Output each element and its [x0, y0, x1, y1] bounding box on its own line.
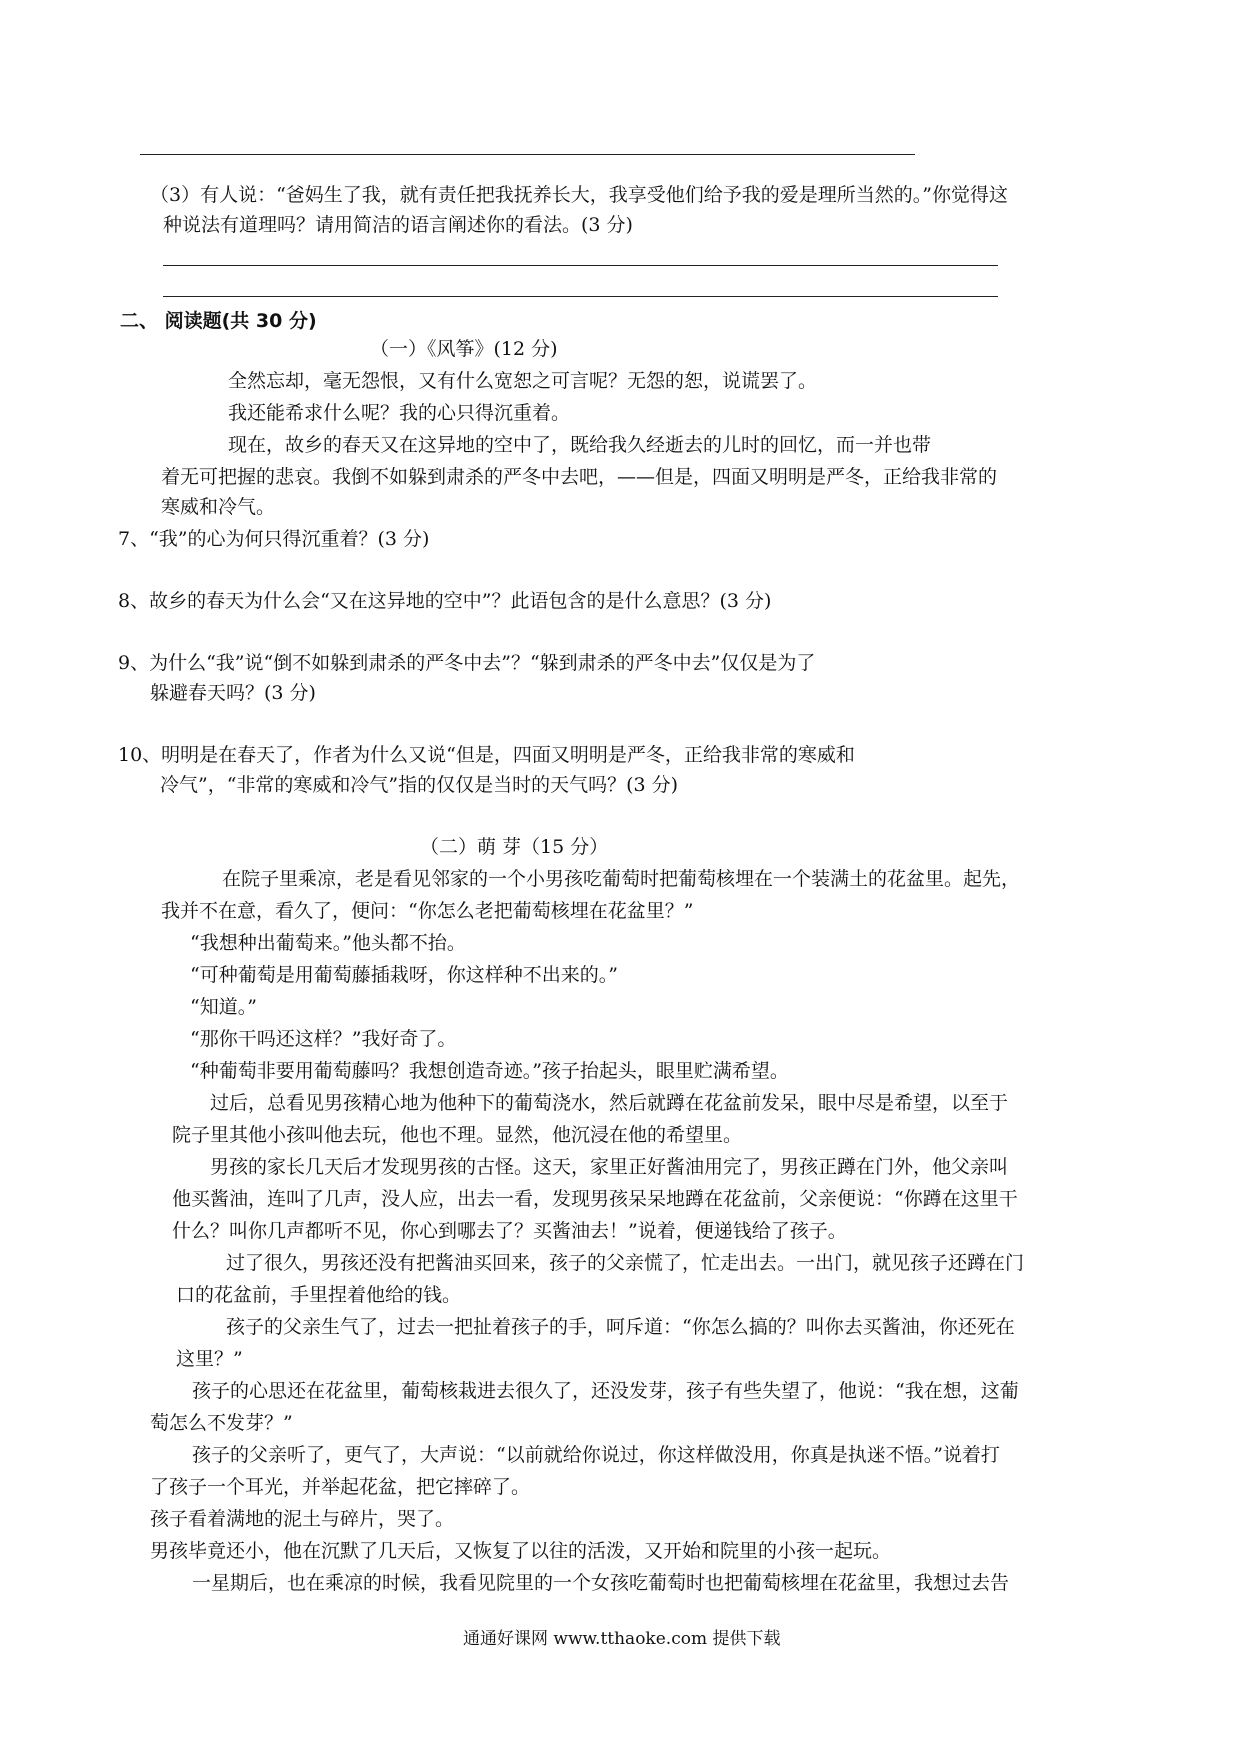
question-9-line-1: 9、为什么“我”说“倒不如躲到肃杀的严冬中去”？“躲到肃杀的严冬中去”仅仅是为了 — [118, 652, 816, 674]
passage-line: “我想种出葡萄来。”他头都不抬。 — [190, 932, 466, 954]
passage-line: 孩子的父亲听了，更气了，大声说：“以前就给你说过，你这样做没用，你真是执迷不悟。”说着打 — [192, 1444, 1000, 1466]
question-3-line-1: （3）有人说：“爸妈生了我，就有责任把我抚养长大，我享受他们给予我的爱是理所当然的。”你觉得这 — [150, 184, 1009, 206]
passage-line: 我还能希求什么呢？我的心只得沉重着。 — [228, 402, 571, 424]
question-10-line-1: 10、明明是在春天了，作者为什么又说“但是，四面又明明是严冬，正给我非常的寒威和 — [118, 744, 855, 766]
passage-line: 男孩毕竟还小，他在沉默了几天后，又恢复了以往的活泼，又开始和院里的小孩一起玩。 — [150, 1540, 892, 1562]
passage-line: 现在，故乡的春天又在这异地的空中了，既给我久经逝去的儿时的回忆，而一并也带 — [228, 434, 932, 456]
passage-line: 一星期后，也在乘凉的时候，我看见院里的一个女孩吃葡萄时也把葡萄核埋在花盆里，我想过去告 — [192, 1572, 1010, 1594]
passage-line: 院子里其他小孩叫他去玩，他也不理。显然，他沉浸在他的希望里。 — [172, 1124, 743, 1146]
passage-line: 寒威和冷气。 — [161, 496, 276, 518]
passage-line: 口的花盆前，手里捏着他给的钱。 — [176, 1284, 462, 1306]
passage-line: 这里？” — [176, 1348, 243, 1370]
passage-line: “可种葡萄是用葡萄藤插栽呀，你这样种不出来的。” — [190, 964, 618, 986]
passage-line: 着无可把握的悲哀。我倒不如躲到肃杀的严冬中去吧，——但是，四面又明明是严冬，正给我非常的 — [161, 466, 998, 488]
passage-line: 萄怎么不发芽？” — [150, 1412, 293, 1434]
passage-line: 在院子里乘凉，老是看见邻家的一个小男孩吃葡萄时把葡萄核埋在一个装满土的花盆里。起先， — [222, 868, 1021, 890]
passage-line: “那你干吗还这样？”我好奇了。 — [190, 1028, 457, 1050]
passage-line: 我并不在意，看久了，便问：“你怎么老把葡萄核埋在花盆里？” — [161, 900, 694, 922]
passage-line: 什么？叫你几声都听不见，你心到哪去了？买酱油去！”说着，便递钱给了孩子。 — [172, 1220, 847, 1242]
answer-line — [163, 265, 998, 266]
passage-line: 过了很久，男孩还没有把酱油买回来，孩子的父亲慌了，忙走出去。一出门，就见孩子还蹲在门 — [226, 1252, 1025, 1274]
passage-line: 孩子的父亲生气了，过去一把扯着孩子的手，呵斥道：“你怎么搞的？叫你去买酱油，你还死在 — [226, 1316, 1015, 1338]
question-9-line-2: 躲避春天吗？(3 分) — [150, 682, 316, 704]
question-10-line-2: 冷气”，“非常的寒威和冷气”指的仅仅是当时的天气吗？(3 分) — [160, 774, 679, 796]
answer-line — [140, 154, 915, 155]
question-3-line-2: 种说法有道理吗？请用简洁的语言阐述你的看法。(3 分) — [163, 214, 633, 236]
passage-line: 孩子看着满地的泥土与碎片，哭了。 — [150, 1508, 455, 1530]
passage-line: 全然忘却，毫无怨恨，又有什么宽恕之可言呢？无怨的恕，说谎罢了。 — [228, 370, 818, 392]
answer-line — [163, 296, 998, 297]
passage-line: 过后，总看见男孩精心地为他种下的葡萄浇水，然后就蹲在花盆前发呆，眼中尽是希望，以至于 — [210, 1092, 1009, 1114]
reading-1-heading: （一）《风筝》(12 分) — [370, 338, 558, 360]
passage-line: 了孩子一个耳光，并举起花盆，把它摔碎了。 — [150, 1476, 531, 1498]
passage-line: 孩子的心思还在花盆里，葡萄核栽进去很久了，还没发芽，孩子有些失望了，他说：“我在想，这葡 — [192, 1380, 1019, 1402]
question-7: 7、“我”的心为何只得沉重着？(3 分) — [118, 528, 430, 550]
question-8: 8、故乡的春天为什么会“又在这异地的空中”？此语包含的是什么意思？(3 分) — [118, 590, 772, 612]
passage-line: 他买酱油，连叫了几声，没人应，出去一看，发现男孩呆呆地蹲在花盆前，父亲便说：“你蹲在这里干 — [172, 1188, 1018, 1210]
footer-source: 通通好课网 www.tthaoke.com 提供下载 — [463, 1629, 781, 1649]
section-title: 二、 阅读题(共 30 分) — [120, 310, 317, 332]
passage-line: “种葡萄非要用葡萄藤吗？我想创造奇迹。”孩子抬起头，眼里贮满希望。 — [190, 1060, 789, 1082]
passage-line: 男孩的家长几天后才发现男孩的古怪。这天，家里正好酱油用完了，男孩正蹲在门外，他父亲叫 — [210, 1156, 1009, 1178]
reading-2-heading: （二）萌 芽（15 分） — [420, 836, 609, 858]
passage-line: “知道。” — [190, 996, 257, 1018]
